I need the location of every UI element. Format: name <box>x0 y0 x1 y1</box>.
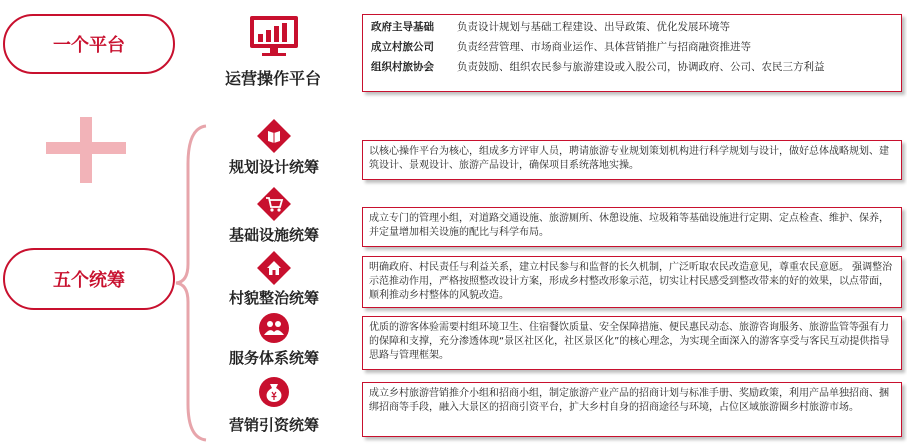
item-desc-box <box>362 382 902 437</box>
row-value: 负责经营管理、市场商业运作、具体营销推广与招商融资推进等 <box>457 41 751 53</box>
row-value: 负责鼓励、组织农民参与旅游建设或入股公司，协调政府、公司、农民三方利益 <box>457 61 825 73</box>
item-desc-box <box>362 207 902 247</box>
one-platform-pill <box>3 14 175 74</box>
item-title: 服务体系统筹 <box>228 349 319 367</box>
item-desc: 明确政府、村民责任与利益关系，建立村民参与和监督的长久机制，广泛听取农民改造意见，尊重农民意愿。 强调整治示范推动作用，严格按照整改设计方案，形成乡村整改形象示范，切实让村民感受到整改带来的好的效果，以点带面，顺利推动乡村整体的风貌改造。 <box>369 262 893 301</box>
bar-chart-icon <box>248 14 300 58</box>
item-desc-box <box>362 316 902 370</box>
item-desc: 成立乡村旅游营销推介小组和招商小组，制定旅游产业产品的招商计划与标准手册、奖励政策，利用产品单独招商、捆绑招商等手段，融入大景区的招商引资平台，扩大乡村自身的招商途径与环境，占位区域旅游圈乡村旅游市场。 <box>369 388 889 413</box>
house-icon <box>256 250 292 286</box>
operation-box <box>362 14 902 92</box>
item-desc-box <box>362 140 902 180</box>
item-desc: 成立专门的管理小组，对道路交通设施、旅游厕所、休憩设施、垃圾箱等基础设施进行定期、定点检查、维护、保养，并定量增加相关设施的配比与科学布局。 <box>369 213 889 238</box>
item-title: 基础设施统筹 <box>228 226 319 244</box>
shopping-cart-icon <box>256 186 292 222</box>
operation-title: 运营操作平台 <box>224 69 321 88</box>
five-plans-pill <box>3 248 175 310</box>
item-desc: 优质的游客体验需要村组环境卫生、住宿餐饮质量、安全保障措施、便民惠民动态、旅游咨询服务、旅游监管等强有力的保障和支撑，充分渗透体现“景区社区化，社区景区化”的核心理念，为实现全面深入的游客享受与客民互动提供指导思路与管理框架。 <box>369 322 890 361</box>
operation-row <box>371 60 893 74</box>
item-title: 村貌整治统筹 <box>228 289 319 307</box>
operation-row <box>371 20 893 34</box>
item-title: 营销引资统筹 <box>228 416 319 434</box>
item-desc-box <box>362 256 902 308</box>
brace-connector <box>172 124 212 442</box>
row-value: 负责设计规划与基础工程建设、出导政策、优化发展环境等 <box>457 21 730 33</box>
row-key: 政府主导基础 <box>371 21 434 33</box>
one-platform-label: 一个平台 <box>53 35 125 56</box>
row-key: 成立村旅公司 <box>371 41 434 53</box>
item-title: 规划设计统筹 <box>228 158 319 176</box>
money-bag-icon <box>256 374 292 410</box>
operation-row <box>371 40 893 54</box>
row-key: 组织村旅协会 <box>371 61 434 73</box>
five-plans-label: 五个统筹 <box>53 270 125 291</box>
people-icon <box>256 310 292 346</box>
book-icon <box>256 118 292 154</box>
item-desc: 以核心操作平台为核心，组成多方评审人员，聘请旅游专业规划策划机构进行科学规划与设计，做好总体战略规划、建筑设计、景观设计、旅游产品设计，确保项目系统落地实操。 <box>369 146 889 171</box>
plus-icon-vertical <box>80 117 92 183</box>
